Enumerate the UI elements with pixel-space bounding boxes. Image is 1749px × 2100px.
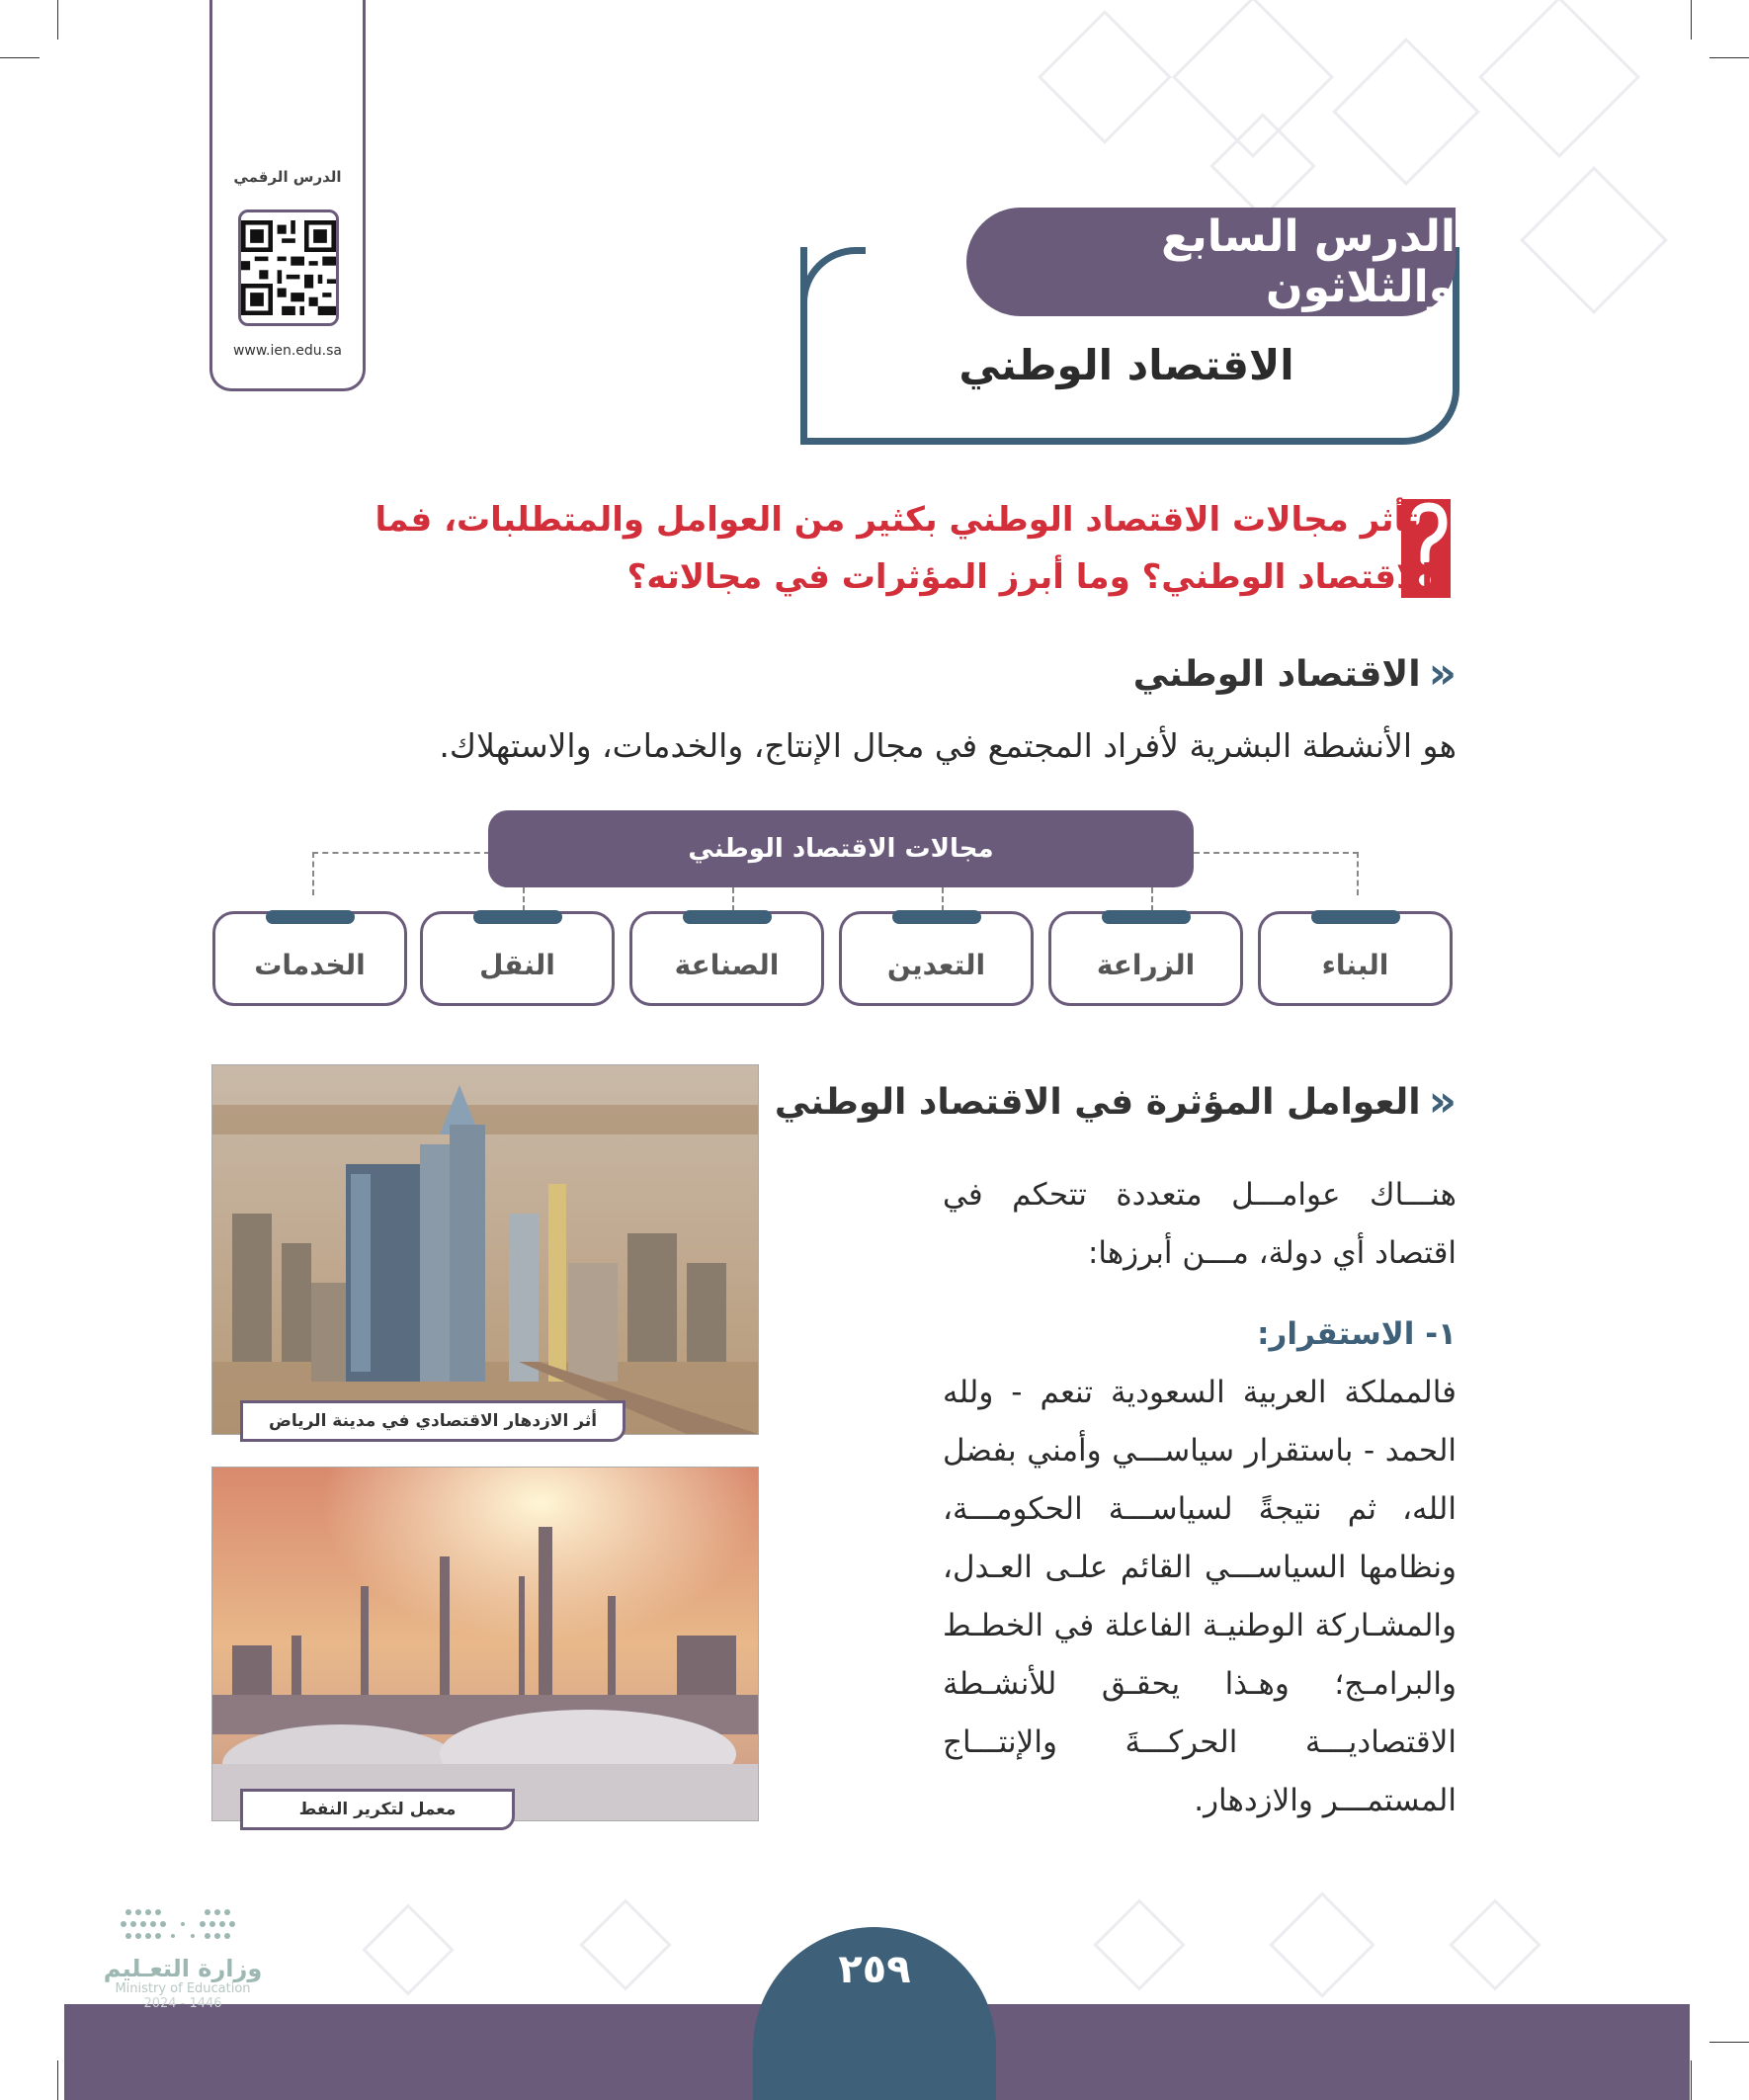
diagram-item-industry xyxy=(629,911,824,1006)
decor-shape xyxy=(1478,0,1640,158)
economy-definition: هو الأنشطة البشرية لأفراد المجتمع في مجال الإنتاج، والخدمات، والاستهلاك. xyxy=(439,726,1457,765)
diagram-connector xyxy=(942,887,944,911)
diagram-item-label: النقل xyxy=(479,949,555,981)
diagram-item-transport xyxy=(420,911,615,1006)
lesson-title: الاقتصاد الوطني xyxy=(958,341,1294,389)
item-tab xyxy=(1102,910,1191,924)
riyadh-caption: أثر الازدهار الاقتصادي في مدينة الرياض xyxy=(240,1400,625,1442)
diagram-item-construction xyxy=(1258,911,1453,1006)
crop-mark xyxy=(0,57,40,58)
diagram-item-label: الصناعة xyxy=(674,949,780,981)
diagram-connector xyxy=(732,887,734,911)
digital-lesson-label: الدرس الرقمي xyxy=(233,168,342,186)
decor-shape xyxy=(1269,1891,1374,1997)
decor-shape xyxy=(1038,10,1172,144)
decor-shape xyxy=(1449,1898,1541,1990)
section-heading-economy xyxy=(1132,648,1457,699)
item-tab xyxy=(473,910,562,924)
diagram-connector xyxy=(523,887,525,911)
digital-lesson-tab xyxy=(209,0,366,391)
diagram-connector xyxy=(312,852,490,895)
crop-mark xyxy=(1709,2042,1749,2043)
decor-shape xyxy=(1093,1898,1185,1990)
diagram-item-mining xyxy=(839,911,1034,1006)
crop-mark xyxy=(57,0,58,40)
diagram-connector xyxy=(1151,887,1153,911)
riyadh-photo xyxy=(212,1065,758,1434)
diagram-item-agriculture xyxy=(1048,911,1243,1006)
intro-question: تتأثر مجالات الاقتصاد الوطني بكثير من العوامل والمتطلبات، فما الاقتصاد الوطني؟ وما أبرز المؤثرات في مجالاته؟ xyxy=(375,500,1433,597)
diagram-title: مجالات الاقتصاد الوطني xyxy=(488,810,1194,887)
factor-stability-title: ١- الاستقرار: xyxy=(1257,1316,1457,1352)
diagram-item-label: التعدين xyxy=(886,949,986,981)
diagram-item-label: الزراعة xyxy=(1096,949,1196,981)
diagram-item-services xyxy=(212,911,407,1006)
crop-mark xyxy=(1691,0,1692,40)
ministry-year: 2024 - 1446 xyxy=(143,1996,222,2011)
diagram-item-label: البناء xyxy=(1321,949,1389,981)
decor-shape xyxy=(362,1903,454,1995)
ministry-name-en: Ministry of Education xyxy=(115,1981,251,1996)
item-tab xyxy=(1311,910,1400,924)
crop-mark xyxy=(1709,57,1749,58)
crop-mark xyxy=(57,2060,58,2100)
section-heading-factors xyxy=(774,1076,1457,1127)
item-tab xyxy=(683,910,772,924)
factor-stability-text: فالمملكة العربية السعودية تنعم - ولله الحمد - باستقرار سياســـي وأمني بفضل الله، ثم نتيجةً لسياســـة الحكومـــة، ونظامها السياســـي القائم علـى العـدل، والمشـاركة الوطنيـة الفاعلة في الخطـط والبرامـج؛ وهـذا يحقـق للأنشـطة الاقتصاديـــة الحركـــةَ والإنتـــاج المستمـــر والازدهار. xyxy=(943,1375,1457,1818)
item-tab xyxy=(892,910,981,924)
decor-shape xyxy=(1332,38,1480,186)
double-chevron-icon: « xyxy=(1428,1076,1457,1127)
diagram-item-label: الخدمات xyxy=(254,949,366,981)
decor-shape xyxy=(1520,166,1668,314)
refinery-photo xyxy=(212,1468,758,1820)
section-heading-text: الاقتصاد الوطني xyxy=(1132,653,1421,695)
qr-code[interactable] xyxy=(238,210,339,326)
double-chevron-icon: « xyxy=(1428,648,1457,699)
page-number: ٢٥٩ xyxy=(753,1927,996,2100)
digital-lesson-url[interactable]: www.ien.edu.sa xyxy=(232,343,343,359)
decor-shape xyxy=(579,1898,671,1990)
ministry-dots-icon xyxy=(109,1902,257,1952)
lesson-number-title: الدرس السابع والثلاثون xyxy=(966,208,1456,316)
crop-mark xyxy=(1691,2060,1692,2100)
ministry-logo xyxy=(99,1902,267,2011)
factors-intro: هنـــاك عوامـــل متعددة تتحكم في اقتصاد أي دولة، مـــن أبرزها: xyxy=(943,1177,1457,1271)
item-tab xyxy=(266,910,355,924)
refinery-caption: معمل لتكرير النفط xyxy=(240,1789,515,1830)
section-heading-text: العوامل المؤثرة في الاقتصاد الوطني xyxy=(774,1081,1421,1123)
diagram-connector xyxy=(1194,852,1359,895)
ministry-name-ar: وزارة التعـليم xyxy=(103,1955,263,1982)
